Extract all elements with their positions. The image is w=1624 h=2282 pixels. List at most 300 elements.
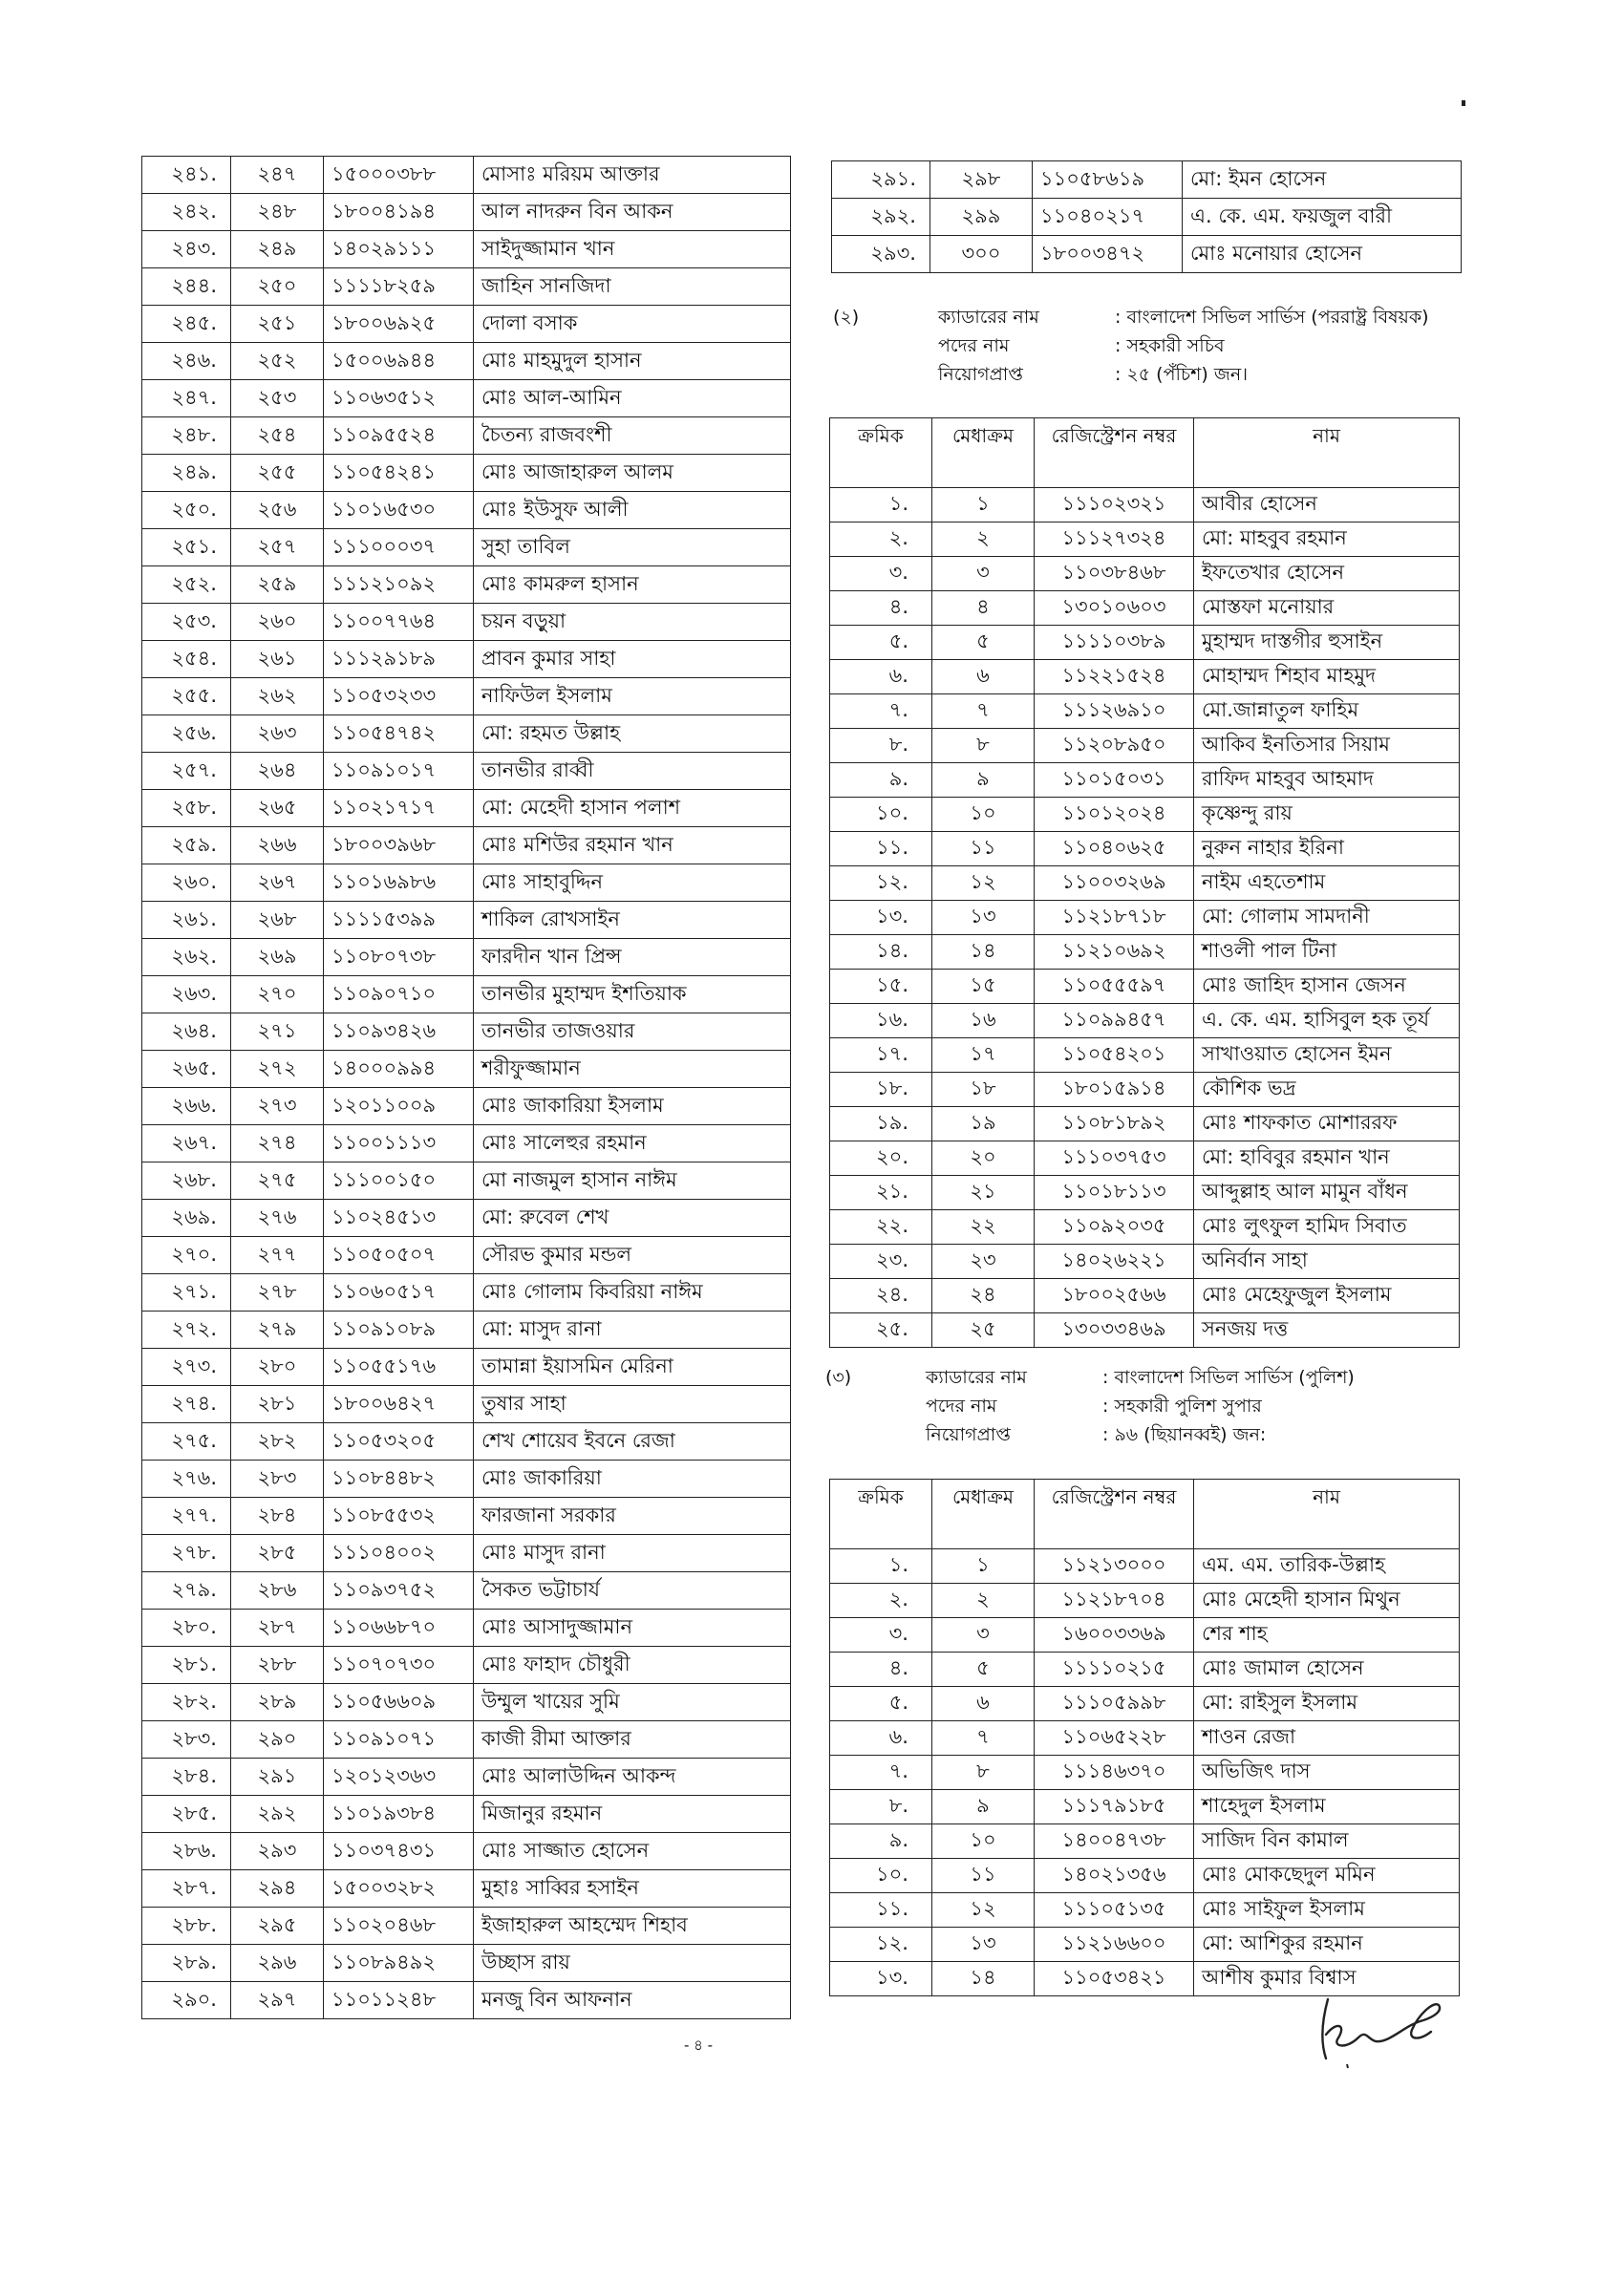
registration-cell: ১১০৮৪৪৮২ (324, 1461, 474, 1498)
table-row (830, 1859, 1460, 1893)
merit-cell: ২৭৪ (231, 1125, 324, 1162)
serial-cell: ২৮৯. (142, 1945, 231, 1982)
table-row (142, 827, 791, 864)
table-row (142, 1312, 791, 1349)
table-row (142, 529, 791, 566)
appointed-label: নিয়োগপ্রাপ্ত (926, 1424, 1011, 1445)
table-row (142, 1423, 791, 1461)
serial-cell: ২৮১. (142, 1647, 231, 1684)
registration-cell: ১৮০০৩৯৬৮ (324, 827, 474, 864)
serial-cell: ১১. (830, 1893, 932, 1928)
merit-cell: ২৮৭ (231, 1610, 324, 1647)
table-row (142, 1684, 791, 1721)
name-cell: নুরুন নাহার ইরিনা (1194, 832, 1460, 866)
serial-cell: ৬. (830, 660, 932, 694)
serial-cell: ২৮৮. (142, 1908, 231, 1945)
name-cell: এ. কে. এম. হাসিবুল হক তূর্য (1194, 1004, 1460, 1038)
table-row (830, 866, 1460, 901)
name-cell: শাহেদুল ইসলাম (1194, 1790, 1460, 1824)
name-cell: প্রাবন কুমার সাহা (474, 641, 791, 678)
registration-cell: ১১২১০৬৯২ (1035, 935, 1194, 970)
table-row (142, 1088, 791, 1125)
name-cell: তানভীর তাজওয়ার (474, 1013, 791, 1051)
serial-cell: ২৪২. (142, 194, 231, 231)
header-merit: মেধাক্রম (932, 1480, 1035, 1549)
merit-cell: ২৬৮ (231, 902, 324, 939)
appointed-label: নিয়োগপ্রাপ্ত (938, 364, 1023, 385)
merit-cell: ১৭ (932, 1038, 1035, 1073)
merit-cell: ২৫ (932, 1313, 1035, 1348)
header-name: নাম (1194, 1480, 1460, 1549)
name-cell: অভিজিৎ দাস (1194, 1756, 1460, 1790)
registration-cell: ১১১২৭৩২৪ (1035, 523, 1194, 557)
table-row (830, 1004, 1460, 1038)
table-row (830, 763, 1460, 798)
serial-cell: ২. (830, 1584, 932, 1618)
serial-cell: ২৫২. (142, 566, 231, 604)
name-cell: মোঃ জাকারিয়া (474, 1461, 791, 1498)
table-row (830, 1893, 1460, 1928)
registration-cell: ১১১১০৩৮৯ (1035, 626, 1194, 660)
name-cell: মোঃ মেহেদী হাসান মিথুন (1194, 1584, 1460, 1618)
registration-cell: ১১০৫৩২৩৩ (324, 678, 474, 715)
table-row (832, 199, 1462, 236)
merit-cell: ২৪ (932, 1279, 1035, 1313)
registration-cell: ১৮০০৬৯২৫ (324, 306, 474, 343)
merit-cell: ২৬২ (231, 678, 324, 715)
serial-cell: ২৮০. (142, 1610, 231, 1647)
registration-cell: ১১১১০২১৫ (1035, 1653, 1194, 1687)
table-row (830, 729, 1460, 763)
name-cell: মুহাঃ সাব্বির হসাইন (474, 1870, 791, 1908)
registration-cell: ১১০৯০৭১০ (324, 976, 474, 1013)
serial-cell: ২৪৪. (142, 268, 231, 306)
serial-cell: ২৬৪. (142, 1013, 231, 1051)
table-row (142, 641, 791, 678)
name-cell: মো নাজমুল হাসান নাঈম (474, 1162, 791, 1200)
registration-cell: ১১১০৪০০২ (324, 1535, 474, 1572)
serial-cell: ১৬. (830, 1004, 932, 1038)
merit-cell: ২৪৭ (231, 157, 324, 194)
name-cell: সাজিদ বিন কামাল (1194, 1824, 1460, 1859)
name-cell: মোহাম্মদ শিহাব মাহমুদ (1194, 660, 1460, 694)
merit-cell: ৩ (932, 557, 1035, 591)
name-cell: মো: রাইসুল ইসলাম (1194, 1687, 1460, 1721)
table-row (142, 1461, 791, 1498)
table-row (142, 1982, 791, 2019)
registration-cell: ১১২১৬৬০০ (1035, 1928, 1194, 1962)
merit-cell: ৬ (932, 1687, 1035, 1721)
serial-cell: ১. (830, 1549, 932, 1584)
name-cell: সৌরভ কুমার মন্ডল (474, 1237, 791, 1274)
registration-cell: ১১০৯১০৭১ (324, 1721, 474, 1759)
table-row (830, 1313, 1460, 1348)
table-row (142, 1386, 791, 1423)
serial-cell: ২১. (830, 1176, 932, 1210)
serial-cell: ২৬০. (142, 864, 231, 902)
table-row (142, 380, 791, 417)
serial-cell: ১৩. (830, 901, 932, 935)
serial-cell: ১১. (830, 832, 932, 866)
merit-cell: ৬ (932, 660, 1035, 694)
name-cell: তামান্না ইয়াসমিন মেরিনা (474, 1349, 791, 1386)
name-cell: মো: রুবেল শেখ (474, 1200, 791, 1237)
table-row (830, 488, 1460, 523)
table-row (142, 1498, 791, 1535)
merit-cell: ২৭৭ (231, 1237, 324, 1274)
table-row (830, 1176, 1460, 1210)
table-row (830, 660, 1460, 694)
name-cell: মোঃ কামরুল হাসান (474, 566, 791, 604)
name-cell: মোঃ মশিউর রহমান খান (474, 827, 791, 864)
name-cell: মোঃ ইউসুফ আলী (474, 492, 791, 529)
serial-cell: ২৩. (830, 1245, 932, 1279)
table-row (142, 231, 791, 268)
merit-cell: ২৯৫ (231, 1908, 324, 1945)
registration-cell: ১১০৫৩২০৫ (324, 1423, 474, 1461)
serial-cell: ২৫০. (142, 492, 231, 529)
table-row (142, 455, 791, 492)
registration-cell: ১১০৫৮৬১৯ (1033, 161, 1183, 199)
merit-cell: ২৯৭ (231, 1982, 324, 2019)
serial-cell: ২৪৭. (142, 380, 231, 417)
name-cell: মোসাঃ মরিয়ম আক্তার (474, 157, 791, 194)
page-number: - ৪ - (684, 2037, 714, 2054)
name-cell: উচ্ছাস রায় (474, 1945, 791, 1982)
name-cell: জাহিন সানজিদা (474, 268, 791, 306)
registration-cell: ১১০৫৫৫৯৭ (1035, 970, 1194, 1004)
appointed-value: : ৯৬ (ছিয়ানব্বই) জন: (1102, 1424, 1267, 1445)
registration-cell: ১১১৭৯১৮৫ (1035, 1790, 1194, 1824)
merit-cell: ২৮৫ (231, 1535, 324, 1572)
table-row (142, 417, 791, 455)
serial-cell: ১৫. (830, 970, 932, 1004)
serial-cell: ২৭৫. (142, 1423, 231, 1461)
name-cell: তানভীর রাব্বী (474, 753, 791, 790)
table-row (830, 1245, 1460, 1279)
name-cell: মো: গোলাম সামদানী (1194, 901, 1460, 935)
name-cell: নাইম এহতেশাম (1194, 866, 1460, 901)
serial-cell: ২৫১. (142, 529, 231, 566)
table-row (142, 1647, 791, 1684)
merit-cell: ২৮২ (231, 1423, 324, 1461)
serial-cell: ২৫৪. (142, 641, 231, 678)
merit-cell: ৫ (932, 626, 1035, 660)
merit-cell: ৩ (932, 1618, 1035, 1653)
header-serial: ক্রমিক (830, 1480, 932, 1549)
serial-cell: ২৮৬. (142, 1833, 231, 1870)
post-value: : সহকারী সচিব (1115, 335, 1225, 356)
table-row (142, 678, 791, 715)
merit-cell: ৭ (932, 1721, 1035, 1756)
serial-cell: ২৪৯. (142, 455, 231, 492)
serial-cell: ৭. (830, 694, 932, 729)
registration-cell: ১১০০৩২৬৯ (1035, 866, 1194, 901)
merit-cell: ১৩ (932, 1928, 1035, 1962)
serial-cell: ১৯. (830, 1107, 932, 1141)
serial-cell: ৫. (830, 1687, 932, 1721)
cadre-value: : বাংলাদেশ সিভিল সার্ভিস (পররাষ্ট্র বিষয়ক) (1115, 307, 1429, 328)
name-cell: কৌশিক ভদ্র (1194, 1073, 1460, 1107)
serial-cell: ১০. (830, 798, 932, 832)
merit-cell: ৮ (932, 1756, 1035, 1790)
registration-cell: ১৩০৩৩৪৬৯ (1035, 1313, 1194, 1348)
right-continuation-table (831, 160, 1462, 273)
registration-cell: ১১০৯২০৩৫ (1035, 1210, 1194, 1245)
left-results-table (141, 156, 791, 2019)
serial-cell: ২৭২. (142, 1312, 231, 1349)
serial-cell: ৪. (830, 1653, 932, 1687)
merit-cell: ১৪ (932, 935, 1035, 970)
serial-cell: ১৪. (830, 935, 932, 970)
name-cell: মুহাম্মদ দাস্তগীর হুসাইন (1194, 626, 1460, 660)
table-row (830, 1038, 1460, 1073)
registration-cell: ১১১১৮২৫৯ (324, 268, 474, 306)
registration-cell: ১১০৪০৬২৫ (1035, 832, 1194, 866)
merit-cell: ৩০০ (930, 236, 1033, 273)
table-row (142, 1870, 791, 1908)
merit-cell: ২৮৮ (231, 1647, 324, 1684)
registration-cell: ১১১২৬৯১০ (1035, 694, 1194, 729)
serial-cell: ২৮২. (142, 1684, 231, 1721)
table-row (142, 1721, 791, 1759)
merit-cell: ২৫২ (231, 343, 324, 380)
serial-cell: ২৪৮. (142, 417, 231, 455)
serial-cell: ২৫৩. (142, 604, 231, 641)
cadre-label: ক্যাডারের নাম (926, 1367, 1027, 1388)
registration-cell: ১১০১৬৯৮৬ (324, 864, 474, 902)
serial-cell: ১. (830, 488, 932, 523)
name-cell: মোঃ মনোয়ার হোসেন (1183, 236, 1462, 273)
name-cell: মনজু বিন আফনান (474, 1982, 791, 2019)
merit-cell: ২৭৩ (231, 1088, 324, 1125)
registration-cell: ১১২১৮৭০৪ (1035, 1584, 1194, 1618)
registration-cell: ১১০৬০৫১৭ (324, 1274, 474, 1312)
table-row (830, 1790, 1460, 1824)
table-row (830, 1279, 1460, 1313)
registration-cell: ১১১০৩৭৫৩ (1035, 1141, 1194, 1176)
name-cell: মোঃ আসাদুজ্জামান (474, 1610, 791, 1647)
merit-cell: ২৬৩ (231, 715, 324, 753)
merit-cell: ২৩ (932, 1245, 1035, 1279)
serial-cell: ৪. (830, 591, 932, 626)
name-cell: মোঃ মোকছেদুল মমিন (1194, 1859, 1460, 1893)
table-row (142, 1349, 791, 1386)
merit-cell: ২৬১ (231, 641, 324, 678)
registration-cell: ১৫০০০৩৮৮ (324, 157, 474, 194)
name-cell: মোঃ সাজ্জাত হোসেন (474, 1833, 791, 1870)
name-cell: শের শাহ (1194, 1618, 1460, 1653)
serial-cell: ২৭৮. (142, 1535, 231, 1572)
name-cell: সাখাওয়াত হোসেন ইমন (1194, 1038, 1460, 1073)
name-cell: আব্দুল্লাহ আল মামুন বাঁধন (1194, 1176, 1460, 1210)
name-cell: মোঃ জাহিদ হাসান জেসন (1194, 970, 1460, 1004)
table-row (142, 1013, 791, 1051)
registration-cell: ১১০৫৪২০১ (1035, 1038, 1194, 1073)
merit-cell: ২৮৪ (231, 1498, 324, 1535)
serial-cell: ২৫. (830, 1313, 932, 1348)
table-row (142, 1759, 791, 1796)
appointed-value: : ২৫ (পঁচিশ) জন। (1115, 364, 1248, 385)
serial-cell: ২. (830, 523, 932, 557)
registration-cell: ১১০১৬৫৩০ (324, 492, 474, 529)
merit-cell: ২৮৩ (231, 1461, 324, 1498)
registration-cell: ১১০২০৪৬৮ (324, 1908, 474, 1945)
registration-cell: ১৪০২৬২২১ (1035, 1245, 1194, 1279)
registration-cell: ১১১০৫৯৯৮ (1035, 1687, 1194, 1721)
name-cell: মোঃ জাকারিয়া ইসলাম (474, 1088, 791, 1125)
registration-cell: ১২০১১০০৯ (324, 1088, 474, 1125)
serial-cell: ১৮. (830, 1073, 932, 1107)
registration-cell: ১১০৫৬৬০৯ (324, 1684, 474, 1721)
serial-cell: ২৬৩. (142, 976, 231, 1013)
table-row (142, 753, 791, 790)
merit-cell: ২ (932, 1584, 1035, 1618)
table-row (830, 1210, 1460, 1245)
serial-cell: ৭. (830, 1756, 932, 1790)
serial-cell: ২৪৩. (142, 231, 231, 268)
serial-cell: ২৬৬. (142, 1088, 231, 1125)
name-cell: রাফিদ মাহবুব আহমাদ (1194, 763, 1460, 798)
registration-cell: ১৮০০৬৪২৭ (324, 1386, 474, 1423)
merit-cell: ২৯৪ (231, 1870, 324, 1908)
table-row (830, 591, 1460, 626)
merit-cell: ১ (932, 488, 1035, 523)
registration-cell: ১১১০০১৫০ (324, 1162, 474, 1200)
merit-cell: ২৯২ (231, 1796, 324, 1833)
registration-cell: ১১০৫৪২৪১ (324, 455, 474, 492)
registration-cell: ১১০৫৫১৭৬ (324, 1349, 474, 1386)
registration-cell: ১১১০০০৩৭ (324, 529, 474, 566)
registration-cell: ১৩০১০৬০৩ (1035, 591, 1194, 626)
merit-cell: ২৪৮ (231, 194, 324, 231)
registration-cell: ১৪০০৪৭৩৮ (1035, 1824, 1194, 1859)
merit-cell: ২০ (932, 1141, 1035, 1176)
registration-cell: ১১১০৫১৩৫ (1035, 1893, 1194, 1928)
table-row (142, 268, 791, 306)
registration-cell: ১১০০১১১৩ (324, 1125, 474, 1162)
name-cell: মোঃ গোলাম কিবরিয়া নাঈম (474, 1274, 791, 1312)
serial-cell: ১০. (830, 1859, 932, 1893)
registration-cell: ১১০১৫০৩১ (1035, 763, 1194, 798)
registration-cell: ১১০৬৫২২৮ (1035, 1721, 1194, 1756)
name-cell: তুষার সাহা (474, 1386, 791, 1423)
serial-cell: ৯. (830, 763, 932, 798)
registration-cell: ১১০৯১০১৭ (324, 753, 474, 790)
serial-cell: ২৭১. (142, 1274, 231, 1312)
serial-cell: ২৭৭. (142, 1498, 231, 1535)
table-row (830, 1653, 1460, 1687)
serial-cell: ২৫৬. (142, 715, 231, 753)
table-row (142, 157, 791, 194)
merit-cell: ২৫৩ (231, 380, 324, 417)
registration-cell: ১১১২৯১৮৯ (324, 641, 474, 678)
serial-cell: ১২. (830, 866, 932, 901)
header-registration: রেজিস্ট্রেশন নম্বর (1035, 1480, 1194, 1549)
merit-cell: ২৬৫ (231, 790, 324, 827)
serial-cell: ২৪. (830, 1279, 932, 1313)
serial-cell: ১৩. (830, 1962, 932, 1996)
table-row (142, 1833, 791, 1870)
registration-cell: ১১০১৮১১৩ (1035, 1176, 1194, 1210)
name-cell: মোঃ সালেহুর রহমান (474, 1125, 791, 1162)
serial-cell: ২৬৫. (142, 1051, 231, 1088)
registration-cell: ১১০৯৯৪৫৭ (1035, 1004, 1194, 1038)
table-row (830, 1141, 1460, 1176)
name-cell: সাইদুজ্জামান খান (474, 231, 791, 268)
merit-cell: ১০ (932, 1824, 1035, 1859)
serial-cell: ৮. (830, 729, 932, 763)
table-row (830, 1721, 1460, 1756)
section-2-info (833, 304, 1502, 390)
serial-cell: ২৪১. (142, 157, 231, 194)
merit-cell: ১০ (932, 798, 1035, 832)
name-cell: মোঃ মাহমুদুল হাসান (474, 343, 791, 380)
name-cell: মো: মাসুদ রানা (474, 1312, 791, 1349)
table-row (832, 161, 1462, 199)
serial-cell: ২৯২. (832, 199, 930, 236)
serial-cell: ৬. (830, 1721, 932, 1756)
cadre-value: : বাংলাদেশ সিভিল সার্ভিস (পুলিশ) (1102, 1367, 1355, 1388)
merit-cell: ১২ (932, 1893, 1035, 1928)
merit-cell: ২৬৬ (231, 827, 324, 864)
name-cell: শাওন রেজা (1194, 1721, 1460, 1756)
registration-cell: ১১০৩৭৪৩১ (324, 1833, 474, 1870)
table-row (832, 236, 1462, 273)
table-row (142, 1125, 791, 1162)
serial-cell: ২৮৭. (142, 1870, 231, 1908)
merit-cell: ৭ (932, 694, 1035, 729)
name-cell: মোঃ মেহেফুজুল ইসলাম (1194, 1279, 1460, 1313)
registration-cell: ১১০৯৩৭৫২ (324, 1572, 474, 1610)
table-row (142, 194, 791, 231)
name-cell: ফারজানা সরকার (474, 1498, 791, 1535)
table-row (830, 523, 1460, 557)
serial-cell: ২৯১. (832, 161, 930, 199)
name-cell: অনির্বান সাহা (1194, 1245, 1460, 1279)
merit-cell: ২৭৫ (231, 1162, 324, 1200)
post-value: : সহকারী পুলিশ সুপার (1102, 1396, 1262, 1417)
registration-cell: ১১০২৪৫১৩ (324, 1200, 474, 1237)
name-cell: মোঃ মাসুদ রানা (474, 1535, 791, 1572)
serial-cell: ২৮৪. (142, 1759, 231, 1796)
merit-cell: ৪ (932, 591, 1035, 626)
registration-cell: ১১০৯৫৫২৪ (324, 417, 474, 455)
name-cell: আশীষ কুমার বিশ্বাস (1194, 1962, 1460, 1996)
table-row (142, 1200, 791, 1237)
serial-cell: ১২. (830, 1928, 932, 1962)
name-cell: মোঃ সাইফুল ইসলাম (1194, 1893, 1460, 1928)
serial-cell: ২৪৫. (142, 306, 231, 343)
merit-cell: ২৯৮ (930, 161, 1033, 199)
name-cell: ইফতেখার হোসেন (1194, 557, 1460, 591)
name-cell: ফারদীন খান প্রিন্স (474, 939, 791, 976)
section-2-table (829, 417, 1460, 1348)
name-cell: শেখ শোয়েব ইবনে রেজা (474, 1423, 791, 1461)
registration-cell: ১২০১২৩৬৩ (324, 1759, 474, 1796)
name-cell: উম্মুল খায়ের সুমি (474, 1684, 791, 1721)
name-cell: তানভীর মুহাম্মদ ইশতিয়াক (474, 976, 791, 1013)
registration-cell: ১১২০৮৯৫০ (1035, 729, 1194, 763)
merit-cell: ১৪ (932, 1962, 1035, 1996)
table-row (142, 1796, 791, 1833)
serial-cell: ৯. (830, 1824, 932, 1859)
name-cell: মো: ইমন হোসেন (1183, 161, 1462, 199)
name-cell: কাজী রীমা আক্তার (474, 1721, 791, 1759)
table-row (142, 1572, 791, 1610)
registration-cell: ১৪০২৯১১১ (324, 231, 474, 268)
serial-cell: ২৭৪. (142, 1386, 231, 1423)
